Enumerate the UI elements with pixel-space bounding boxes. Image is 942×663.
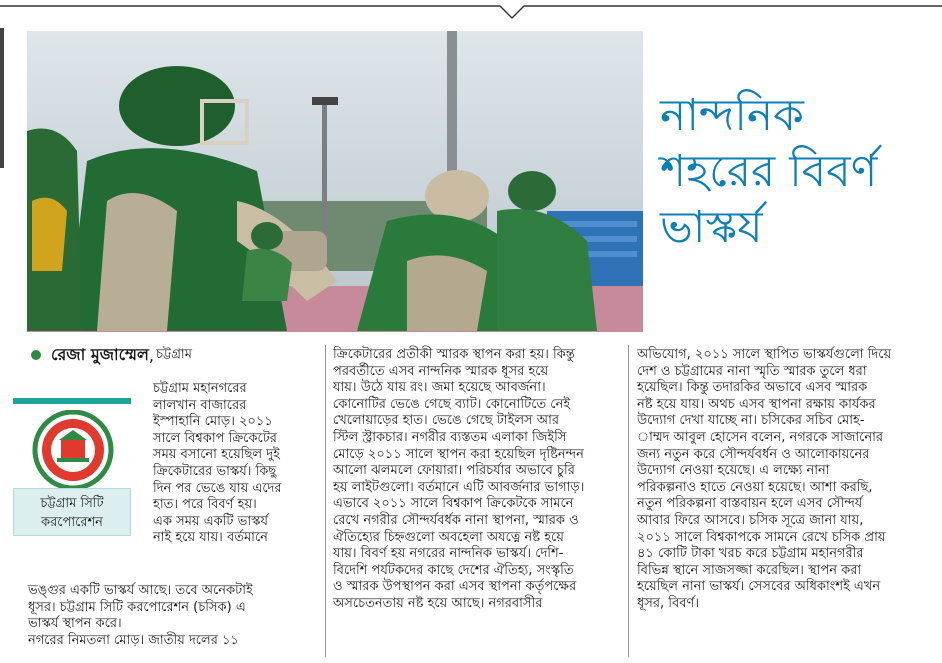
headline bbox=[660, 88, 930, 256]
text-line: পরিকল্পনাও হাতে নেওয়া হয়েছে। আশা করছি, bbox=[637, 479, 873, 495]
logo-accent-bar bbox=[13, 398, 131, 404]
text-line: ক্রিকেটারের ভাস্কর্য। কিছু bbox=[153, 463, 277, 479]
text-line: হয়েছিল। কিন্তু তদারকির অভাবে এসব স্মারক bbox=[637, 380, 868, 396]
top-rule bbox=[0, 0, 942, 22]
text-line: হয়েছিল নানা ভাস্কর্য। সেসবের অধিকাংশই এখন bbox=[637, 579, 881, 595]
text-line: আবার ফিরে আসবে। চসিক সূত্রে জানা যায়, bbox=[637, 512, 864, 528]
text-line: খেলোয়াড়ের হাত। ভেঙে গেছে টাইলস আর bbox=[333, 413, 560, 429]
city-corporation-logo-box bbox=[13, 398, 131, 538]
text-line: এভাবে ২০১১ সালে বিশ্বকাপ ক্রিকেটকে সামনে bbox=[333, 496, 574, 512]
byline bbox=[31, 344, 192, 366]
text-line: লালখান বাজারের bbox=[153, 397, 247, 413]
text-line: ঐতিহ্যের চিহ্নগুলো অবহেলা অযত্নে নষ্ট হয়ে bbox=[333, 529, 564, 545]
text-line: অসচেতনতায় নষ্ট হয়ে আছে। নগরবাসীর bbox=[333, 595, 543, 611]
article-column-c bbox=[333, 347, 584, 613]
headline-line-3: ভাস্কর্য bbox=[660, 202, 763, 253]
text-line: াম্মদ আবুল হোসেন বলেন, নগরকে সাজানোর bbox=[637, 429, 884, 445]
article-column-a bbox=[153, 381, 282, 547]
city-corporation-emblem-icon bbox=[27, 410, 119, 492]
byline-separator: , bbox=[148, 345, 154, 365]
city-corporation-label bbox=[13, 488, 131, 536]
author-name: রেজা মুজাম্মেল bbox=[51, 344, 149, 364]
text-line: নষ্ট হয়ে যায়। অথচ এসব স্থাপনা রক্ষায় কার্যকর bbox=[637, 396, 876, 412]
headline-line-1: নান্দনিক bbox=[660, 90, 804, 141]
headline-line-2: শহরের বিবর্ণ bbox=[660, 146, 878, 197]
text-line: যায়। বিবর্ণ হয় নগরের নান্দনিক ভাস্কর্য। দেশি- bbox=[333, 546, 564, 562]
text-line: অভিযোগ, ২০১১ সালে স্থাপিত ভাস্কর্যগুলো দিয়ে bbox=[637, 347, 892, 362]
text-line: ২০১১ সালে বিশ্বকাপকে সামনে রেখে চসিক প্রায় bbox=[637, 529, 886, 545]
text-line: ধূসর, বিবর্ণ। bbox=[637, 595, 699, 611]
bullet-dot-icon bbox=[31, 350, 41, 360]
text-line: নাই হয়ে যায়। বর্তমানে bbox=[153, 530, 268, 546]
text-line: চট্টগ্রাম মহানগরের bbox=[153, 381, 247, 396]
text-line: ক্রিকেটারের প্রতীকী স্মারক স্থাপন করা হয়। কিন্তু bbox=[333, 347, 575, 362]
left-edge-bar bbox=[0, 28, 4, 168]
text-line: ও স্মারক উপস্থাপন করা এসব স্থাপনা কর্তৃপক্ষের bbox=[333, 579, 577, 595]
logo-label-line-1: চট্টগ্রাম সিটি bbox=[40, 496, 104, 511]
text-line: স্টিল স্ট্রাকচার। নগরীর ব্যস্ততম এলাকা জিইসি bbox=[333, 429, 567, 445]
text-line: যায়। উঠে যায় রং। জমা হয়েছে আবর্জনা। bbox=[333, 380, 546, 396]
author-location: চট্টগ্রাম bbox=[155, 346, 192, 362]
logo-label-line-2: করপোরেশন bbox=[41, 515, 103, 530]
text-line: ভাস্কর্য স্থাপন করে। bbox=[28, 616, 122, 632]
text-line: আলো ঝলমলে ফোয়ারা। পরিচর্যার অভাবে চুরি bbox=[333, 463, 575, 479]
text-line: হয় লাইটগুলো। বর্তমানে এটি আবর্জনার ভাগাড়। bbox=[333, 479, 585, 495]
text-line: নতুন পরিকল্পনা বাস্তবায়ন হলে এসব সৌন্দর্য bbox=[637, 496, 863, 512]
column-divider bbox=[628, 345, 629, 657]
text-line: বিভিন্ন স্থানে সাজসজ্জা করেছিল। স্থাপন করা bbox=[637, 562, 862, 578]
text-line: ভঙ্গুর একটি ভাস্কর্য আছে। তবে অনেকটাই bbox=[28, 583, 253, 598]
text-line: উদ্যোগ দেখা যাচ্ছে না। চসিকের সচিব মোহ- bbox=[637, 413, 865, 429]
text-line: উদ্যোগ নেওয়া হয়েছে। এ লক্ষ্যে নানা bbox=[637, 463, 830, 479]
text-line: রেখে নগরীর সৌন্দর্যবর্ধক নানা স্থাপনা, স্মারক ও bbox=[333, 512, 579, 528]
cricketer-sculpture-photo bbox=[27, 31, 643, 332]
text-line: সময় বসানো হয়েছিল দুই bbox=[153, 447, 280, 463]
text-line: ইস্পাহানি মোড়। ২০১১ bbox=[153, 414, 273, 430]
text-line: দিন পর ভেঙে যায় এদের bbox=[153, 480, 282, 496]
text-line: ৪১ কোটি টাকা খরচ করে চট্টগ্রাম মহানগরীর bbox=[637, 546, 864, 562]
text-line: জন্য নতুন করে সৌন্দর্যবর্ধন ও আলোকায়নের bbox=[637, 446, 870, 462]
text-line: কোনোটির ভেঙে গেছে ব্যাট। কোনোটিতে নেই bbox=[333, 396, 571, 412]
text-line: বিদেশি পর্যটকদের কাছে দেশের ঐতিহ্য, সংস্কৃতি bbox=[333, 562, 574, 578]
text-line: এক সময় একটি ভাস্কর্য bbox=[153, 513, 268, 529]
text-line: সালে বিশ্বকাপ ক্রিকেটের bbox=[153, 430, 277, 446]
text-line: মোড়ে ২০১১ সালে স্থাপন করা হয়েছিল দৃষ্টিনন্দন bbox=[333, 446, 584, 462]
text-line: ধূসর। চট্টগ্রাম সিটি করপোরেশন (চসিক) এ bbox=[28, 599, 246, 615]
text-line: দেশ ও চট্টগ্রামের নানা স্মৃতি স্মারক তুলে ধরা bbox=[637, 363, 867, 379]
text-line: পরবর্তীতে এসব নান্দনিক স্মারক ধূসর হয়ে bbox=[333, 363, 549, 379]
photo-illustration bbox=[27, 31, 643, 332]
text-line: নগরের নিমতলা মোড়। জাতীয় দলের ১১ bbox=[28, 632, 239, 648]
article-column-b bbox=[28, 583, 253, 649]
column-divider bbox=[325, 345, 326, 657]
article-column-d bbox=[637, 347, 891, 613]
text-line: হাত। পরে বিবর্ণ হয়। bbox=[153, 497, 257, 513]
